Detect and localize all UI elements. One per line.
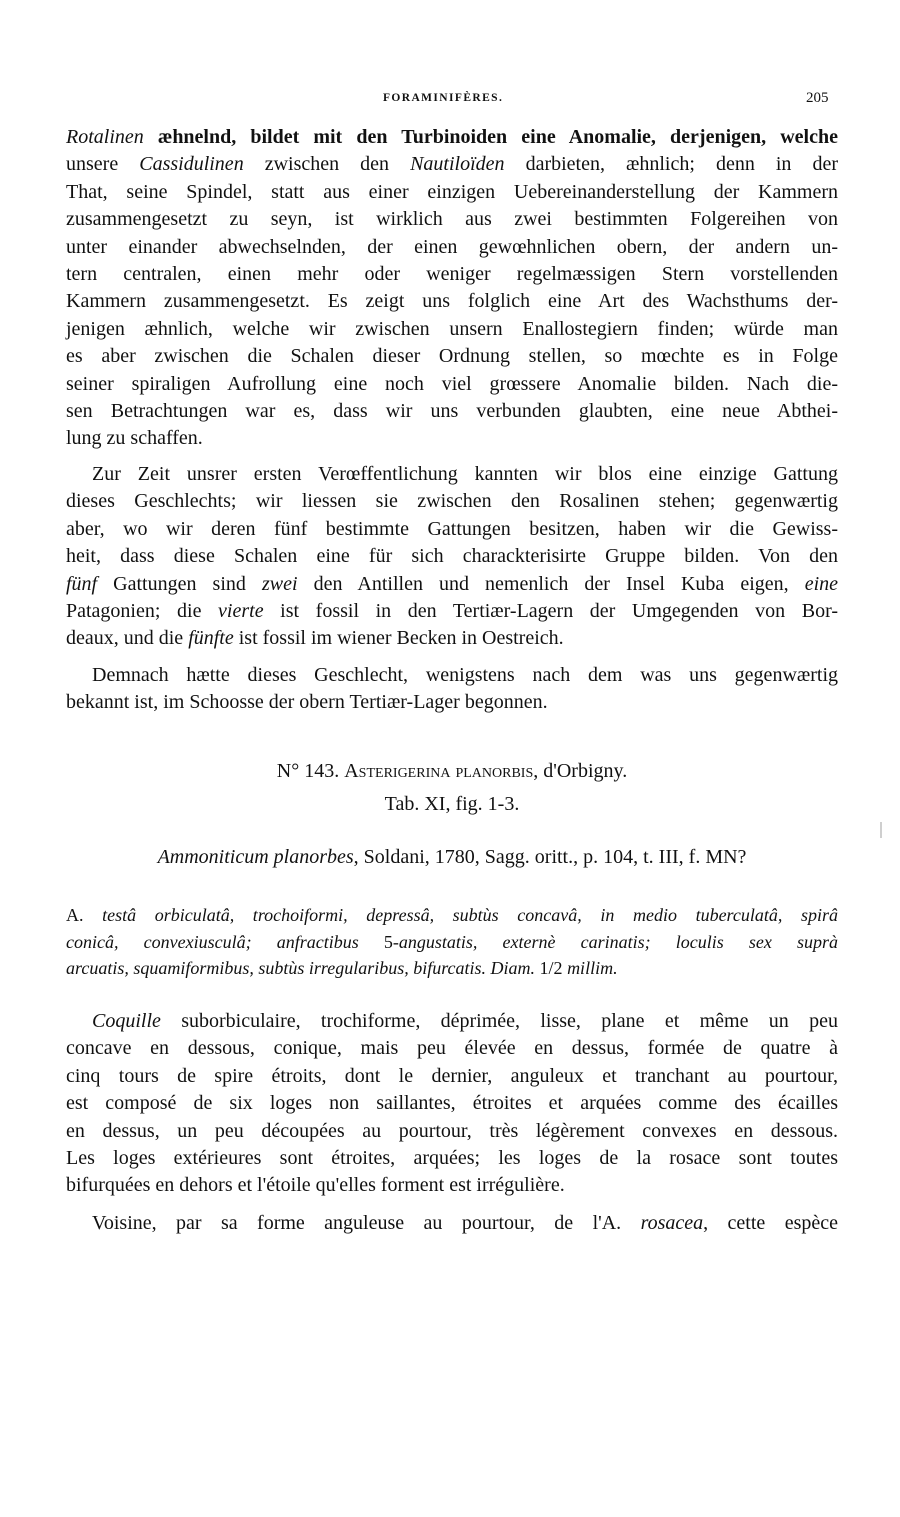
plate-reference: Tab. XI, fig. 1-3. — [384, 793, 520, 815]
latin-diagnosis — [66, 902, 838, 982]
text-line: Les loges extérieures sont étroites, arquées; les loges de la rosace sont toutes — [66, 1147, 838, 1170]
text-line: That, seine Spindel, statt aus einer einzigen Uebereinanderstellung der Kammern — [66, 180, 838, 203]
synonym-line — [66, 846, 838, 869]
synonym-name: Ammoniticum planorbes — [157, 846, 354, 868]
text-line: en dessus, un peu découpées au pourtour, très légèrement convexes en dessous. — [66, 1119, 838, 1142]
text-line: unter einander abwechselnden, der einen gewœhnlichen obern, der andern un- — [66, 235, 838, 258]
text-line: lung zu schaffen. — [66, 427, 203, 450]
text-line: fünf Gattungen sind zwei den Antillen und nemenlich der Insel Kuba eigen, eine — [66, 572, 838, 595]
comparison-paragraph — [66, 1210, 838, 1237]
text-line: Patagonien; die vierte ist fossil in den Tertiær-Lagern der Umgegenden von Bor- — [66, 600, 838, 623]
german-paragraph-1 — [66, 124, 838, 453]
text-line: aber, wo wir deren fünf bestimmte Gattungen besitzen, haben wir die Gewiss- — [66, 517, 838, 540]
species-number: N° 143. — [276, 760, 340, 782]
text-line: tern centralen, einen mehr oder weniger regelmæssigen Stern vorstellenden — [66, 263, 838, 286]
text-line: jenigen æhnlich, welche wir zwischen unsern Enallostegiern finden; würde man — [66, 317, 838, 340]
text-line: arcuatis, squamiformibus, subtùs irregularibus, bifurcatis. Diam. 1/2 millim. — [66, 958, 618, 978]
text-line: bifurquées en dehors et l'étoile qu'elles forment est irrégulière. — [66, 1174, 565, 1197]
text-line: unsere Cassidulinen zwischen den Nautiloïden darbieten, æhnlich; denn in der — [66, 153, 838, 176]
text-line: cinq tours de spire étroits, dont le dernier, anguleux et tranchant au pourtour, — [66, 1064, 838, 1087]
german-paragraph-3 — [66, 662, 838, 717]
text-line: A. testâ orbiculatâ, trochoiformi, depressâ, subtùs concavâ, in medio tuberculatâ, spirâ — [66, 905, 839, 925]
text-line: Zur Zeit unsrer ersten Verœffentlichung kannten wir blos eine einzige Gattung — [92, 463, 838, 485]
text-line: heit, dass diese Schalen eine für sich charackterisirte Gruppe bilden. Von den — [66, 545, 838, 568]
text-line: seiner spiraligen Aufrollung eine noch viel grœssere Anomalie bilden. Nach die- — [66, 372, 838, 395]
text-line: concave en dessous, conique, mais peu élevée en dessus, formée de quatre à — [66, 1037, 838, 1060]
text-line: sen Betrachtungen war es, dass wir uns verbunden glaubten, eine neue Abthei- — [66, 400, 838, 423]
synonym-citation: , Soldani, 1780, Sagg. oritt., p. 104, t. III, f. MN? — [353, 846, 747, 868]
description-paragraph — [66, 1008, 838, 1200]
text-line: deaux, und die fünfte ist fossil im wiener Becken in Oestreich. — [66, 627, 564, 650]
text-line: zusammengesetzt zu seyn, ist wirklich aus zwei bestimmten Folgereihen von — [66, 208, 838, 231]
species-title — [66, 760, 838, 783]
page-number: 205 — [806, 90, 829, 106]
text-line: Kammern zusammengesetzt. Es zeigt uns folglich eine Art des Wachsthums der- — [66, 290, 838, 313]
text-line: conicâ, convexiusculâ; anfractibus 5-angustatis, externè carinatis; loculis sex suprà — [66, 931, 838, 952]
species-name: Asterigerina planorbis — [344, 760, 534, 782]
text-line: Coquille suborbiculaire, trochiforme, déprimée, lisse, plane et même un peu — [92, 1010, 838, 1032]
text-line: es aber zwischen die Schalen dieser Ordnung stellen, so mœchte es in Folge — [66, 345, 838, 368]
paper-mark — [880, 822, 882, 838]
text-line: Voisine, par sa forme anguleuse au pourtour, de l'A. rosacea, cette espèce — [92, 1212, 838, 1234]
running-head: FORAMINIFÈRES. — [383, 92, 504, 104]
text-line: Demnach hætte dieses Geschlecht, wenigstens nach dem was uns gegenwærtig — [92, 664, 838, 686]
text-line: Rotalinen æhnelnd, bildet mit den Turbinoiden eine Anomalie, derjenigen, welche — [66, 126, 838, 148]
text-line: dieses Geschlechts; wir liessen sie zwischen den Rosalinen stehen; gegenwærtig — [66, 490, 838, 513]
species-author: , d'Orbigny. — [533, 760, 628, 782]
text-line: bekannt ist, im Schoosse der obern Tertiær-Lager begonnen. — [66, 691, 548, 714]
german-paragraph-2 — [66, 461, 838, 653]
text-line: est composé de six loges non saillantes, étroites et arquées comme des écailles — [66, 1092, 838, 1115]
